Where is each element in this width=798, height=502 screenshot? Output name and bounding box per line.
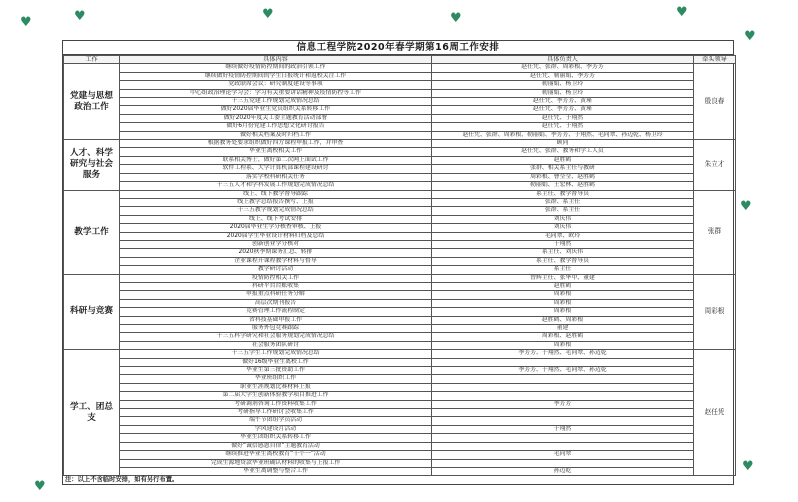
task-cell: 十三五人才和学科发展工作规划完成情况总结 — [120, 182, 432, 190]
task-cell: 考研调剂咨询工作资料收集工作 — [120, 400, 432, 408]
header-content: 具体内容 — [120, 56, 432, 64]
leaf-decoration-icon: ♥ — [34, 479, 46, 494]
table-row — [64, 182, 736, 190]
owner-cell: 孙迈乾 — [432, 467, 694, 475]
owner-cell: 赵任凭、于翔然 — [432, 114, 694, 122]
owner-cell: 赵任凭、于翔然 — [432, 123, 694, 131]
task-cell: 2020秋季期课务汇总、转排 — [120, 249, 432, 257]
owner-cell — [432, 383, 694, 391]
table-row — [64, 81, 736, 89]
task-cell: 2020届学生毕业设计材料归档及总结 — [120, 232, 432, 240]
task-cell: 联系相关博士，做好第二次网上面试工作 — [120, 156, 432, 164]
leaf-decoration-icon: ♥ — [676, 5, 688, 20]
task-cell: 学风建设月活动 — [120, 425, 432, 433]
table-row — [64, 207, 736, 215]
owner-cell: 系主任、教学督导员 — [432, 257, 694, 265]
leader-cell: 朱立才 — [694, 140, 736, 190]
task-cell: 企业课程开课程教学材料与督导 — [120, 257, 432, 265]
task-cell: 落实学校科研相关任务 — [120, 173, 432, 181]
task-cell: 毕业生第三批资助工作 — [120, 367, 432, 375]
table-row — [64, 156, 736, 164]
table-row — [64, 274, 736, 282]
table-row — [64, 425, 736, 433]
table-row — [64, 291, 736, 299]
leaf-decoration-icon: ♥ — [742, 459, 754, 474]
task-cell: 线上教学总结报告撰写、上报 — [120, 198, 432, 206]
table-row — [64, 114, 736, 122]
table-row — [64, 417, 736, 425]
task-cell: 服务外包竞赛跟踪 — [120, 325, 432, 333]
table-row — [64, 123, 736, 131]
task-cell: 做好16级毕业生离校工作 — [120, 358, 432, 366]
task-cell: 十三五党建工作规划完成情况总结 — [120, 98, 432, 106]
footnote: 注：以上不含临时安排，如有另行布置。 — [65, 476, 179, 483]
table-row — [64, 459, 736, 467]
owner-cell: 系主任、刘庆伟 — [432, 249, 694, 257]
leaf-decoration-icon: ♥ — [262, 7, 274, 22]
leaf-decoration-icon: ♥ — [740, 199, 752, 214]
category-cell: 党建与思想政治工作 — [64, 64, 120, 140]
owner-cell: 毛同翠 — [432, 451, 694, 459]
table-row — [64, 249, 736, 257]
leaf-decoration-icon: ♥ — [74, 9, 86, 24]
leaf-decoration-icon: ♥ — [450, 11, 462, 26]
table-row — [64, 72, 736, 80]
owner-cell: 赵任凭、季芳芳、黄瑾 — [432, 98, 694, 106]
table-row — [64, 224, 736, 232]
table-row — [64, 140, 736, 148]
table-row — [64, 173, 736, 181]
task-cell: 党政联席会议：研究制度建设等事项 — [120, 81, 432, 89]
owner-cell: 周彩根 — [432, 341, 694, 349]
table-row — [64, 442, 736, 450]
table-row — [64, 266, 736, 274]
table-row — [64, 106, 736, 114]
task-cell: 竞赛管理工作流程制定 — [120, 308, 432, 316]
task-cell: 第二届大学生创新体验教学项目推进工作 — [120, 392, 432, 400]
owner-cell — [432, 358, 694, 366]
task-cell: 考研指导工作研讨会收集工作 — [120, 409, 432, 417]
task-cell: 疫情防控相关工作 — [120, 274, 432, 282]
task-cell: 中心组政治理论学习会：学习有关重要讲话精神及疫情防控等工作 — [120, 89, 432, 97]
owner-cell: 周彩根 — [432, 299, 694, 307]
table-header-row — [64, 56, 736, 64]
task-cell: 做好6月份党建工作思想文化研讨报告 — [120, 123, 432, 131]
task-cell: 2020届毕业生学分核查审核、上报 — [120, 224, 432, 232]
table-row — [64, 400, 736, 408]
table-row — [64, 299, 736, 307]
table-row — [64, 333, 736, 341]
owner-cell: 董建 — [432, 325, 694, 333]
owner-cell: 赵任凭、张群、周彩根、季芳芳 — [432, 64, 694, 72]
table-row — [64, 434, 736, 442]
owner-cell — [432, 409, 694, 417]
table-row — [64, 165, 736, 173]
task-cell: 做好“诚信感恩自律”主题教育活动 — [120, 442, 432, 450]
owner-cell: 赵任凭、张群、教务和学工人员 — [432, 148, 694, 156]
owner-cell — [432, 434, 694, 442]
owner-cell — [432, 392, 694, 400]
category-cell: 学工、团总支 — [64, 350, 120, 476]
task-cell: 教学研讨活动 — [120, 266, 432, 274]
owner-cell: 赵胜鹤、周彩根 — [432, 316, 694, 324]
owner-cell: 系主任、教学督导员 — [432, 190, 694, 198]
task-cell: 毕业生离调整与整合工作 — [120, 467, 432, 475]
owner-cell — [432, 459, 694, 467]
table-row — [64, 131, 736, 139]
owner-cell: 赵任凭、季芳芳、黄瑾 — [432, 106, 694, 114]
leaf-decoration-icon: ♥ — [744, 29, 756, 44]
task-cell: 毕业生离校相关工作 — [120, 148, 432, 156]
table-row — [64, 375, 736, 383]
task-cell: 端午节团组学员活动 — [120, 417, 432, 425]
leader-cell: 赵任凭 — [694, 350, 736, 476]
task-cell: 社会服务团队研讨 — [120, 341, 432, 349]
leaf-decoration-icon: ♥ — [20, 15, 32, 30]
owner-cell: 赵胜鹤 — [432, 156, 694, 164]
table-row — [64, 64, 736, 72]
table-row — [64, 98, 736, 106]
owner-cell: 周彩根、赵胜鹤 — [432, 333, 694, 341]
owner-cell: 刘庆伟 — [432, 224, 694, 232]
task-cell: 根据教务处要求组织做好四方课程申报工作，并审查 — [120, 140, 432, 148]
schedule-table — [63, 55, 736, 476]
task-cell: 软件工程系、大学计算机部课程建设研讨 — [120, 165, 432, 173]
owner-cell: 季芳芳、于翔然、毛同翠、孙迈乾 — [432, 350, 694, 358]
owner-cell — [432, 375, 694, 383]
table-row — [64, 148, 736, 156]
task-cell: 线上、线下考试安排 — [120, 215, 432, 223]
task-cell: 继续推进毕业生离校教育“十个一”活动 — [120, 451, 432, 459]
task-cell: 十三五教学规划完成情况总结 — [120, 207, 432, 215]
table-row — [64, 409, 736, 417]
schedule-sheet — [62, 40, 734, 485]
task-cell: 高层次期刊报告 — [120, 299, 432, 307]
table-row — [64, 350, 736, 358]
category-cell: 科研与竞赛 — [64, 274, 120, 350]
task-cell: 做好2020届毕业生党员组织关系转移工作 — [120, 106, 432, 114]
task-cell: 做好相关档案及时归档工作 — [120, 131, 432, 139]
owner-cell: 张群、系主任 — [432, 198, 694, 206]
owner-cell: 顾同 — [432, 140, 694, 148]
task-cell: 毕业生团组织关系转移工作 — [120, 434, 432, 442]
table-row — [64, 358, 736, 366]
task-cell: 科研平台台账收集 — [120, 282, 432, 290]
header-owner: 具体负责人 — [432, 56, 694, 64]
task-cell: 职业生涯规划比赛材料上报 — [120, 383, 432, 391]
owner-cell: 于翔然 — [432, 240, 694, 248]
task-cell: 十三五学生工作规划完成情况总结 — [120, 350, 432, 358]
owner-cell: 勒丽娟、杨卫玲 — [432, 89, 694, 97]
owner-cell: 刘庆伟 — [432, 215, 694, 223]
task-cell: 继续做好疫情防控期间的学生日报统计和返校关注工作 — [120, 72, 432, 80]
owner-cell: 赵任凭、张群、周彩根、勒丽娟、季芳芳、于翔然、毛同翠、孙迈乾、杨卫玲 — [432, 131, 694, 139]
task-cell: 省科技基础申报工作 — [120, 316, 432, 324]
table-row — [64, 190, 736, 198]
owner-cell: 季芳芳、于翔然、毛同翠、孙迈乾 — [432, 367, 694, 375]
owner-cell: 张群、系主任 — [432, 207, 694, 215]
owner-cell: 于翔然 — [432, 425, 694, 433]
header-work: 工作 — [64, 56, 120, 64]
header-leader: 牵头领导 — [694, 56, 736, 64]
task-cell: 创新创业学分核对 — [120, 240, 432, 248]
owner-cell: 周彩根 — [432, 291, 694, 299]
table-row — [64, 392, 736, 400]
table-row — [64, 451, 736, 459]
table-row — [64, 282, 736, 290]
table-row — [64, 232, 736, 240]
owner-cell: 张群、相关系主任与教研 — [432, 165, 694, 173]
owner-cell: 系主任 — [432, 266, 694, 274]
owner-cell: 勒丽娟、王宏林、赵胜鹤 — [432, 182, 694, 190]
table-body — [64, 64, 736, 476]
owner-cell: 毛同翠、欧玲 — [432, 232, 694, 240]
table-row — [64, 325, 736, 333]
table-row — [64, 316, 736, 324]
owner-cell: 曾辉主任、张华中、董建 — [432, 274, 694, 282]
owner-cell: 季芳芳 — [432, 400, 694, 408]
table-row — [64, 308, 736, 316]
task-cell: 申报重点科研任务分解 — [120, 291, 432, 299]
owner-cell — [432, 442, 694, 450]
category-cell: 人才、科学研究与社会服务 — [64, 140, 120, 190]
task-cell: 继续做好疫情防控期间的政治引领工作 — [120, 64, 432, 72]
table-row — [64, 89, 736, 97]
table-row — [64, 367, 736, 375]
table-row — [64, 341, 736, 349]
task-cell: 完成生源地贷款毕业班确认材料的收集与上报工作 — [120, 459, 432, 467]
owner-cell — [432, 417, 694, 425]
leader-cell: 周彩根 — [694, 274, 736, 350]
table-row — [64, 198, 736, 206]
leader-cell: 张群 — [694, 190, 736, 274]
task-cell: 线上、线下教学督导跟踪 — [120, 190, 432, 198]
table-row — [64, 215, 736, 223]
owner-cell: 赵胜鹤 — [432, 282, 694, 290]
task-cell: 做好2020年度关工委主题教育活动部署 — [120, 114, 432, 122]
task-cell: 毕业班组织工作 — [120, 375, 432, 383]
table-row — [64, 257, 736, 265]
table-row — [64, 240, 736, 248]
owner-cell: 周彩根、曹莹莹、赵胜鹤 — [432, 173, 694, 181]
table-row — [64, 383, 736, 391]
owner-cell: 赵任凭、勒丽娟、季芳芳 — [432, 72, 694, 80]
page-title: 信息工程学院2020年春学期第16周工作安排 — [63, 41, 733, 55]
leader-cell: 殷良春 — [694, 64, 736, 140]
owner-cell: 周彩根 — [432, 308, 694, 316]
owner-cell: 勒丽娟、杨卫玲 — [432, 81, 694, 89]
task-cell: 十三五科学研究和社会服务规划完成情况总结 — [120, 333, 432, 341]
category-cell: 教学工作 — [64, 190, 120, 274]
